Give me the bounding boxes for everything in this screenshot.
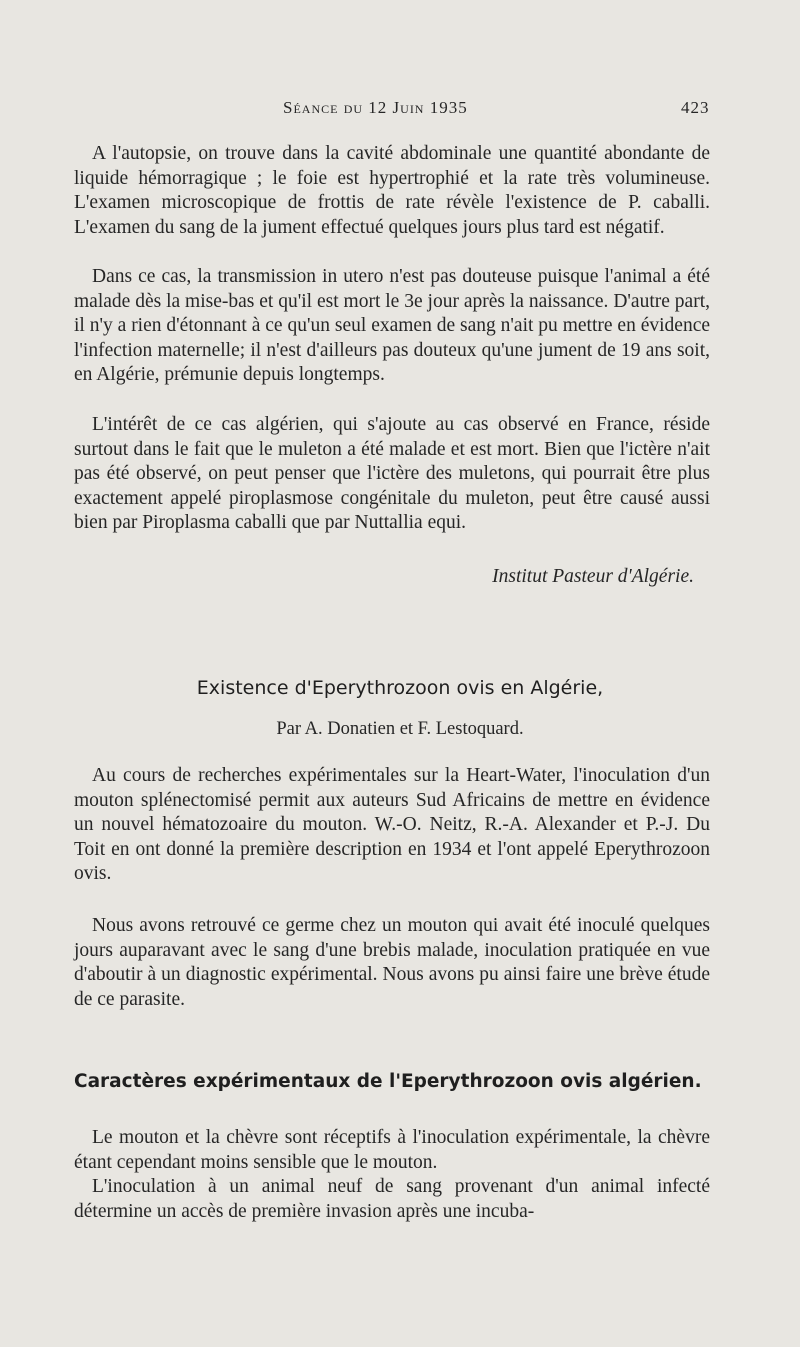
article-title: Existence d'Eperythrozoon ovis en Algérie, xyxy=(196,677,604,699)
running-header-title: Séance du 12 Juin 1935 xyxy=(283,98,468,117)
paragraph-retrouve: Nous avons retrouvé ce germe chez un mouton qui avait été inoculé quelques jours auparavant avec le sang d'une brebis malade, inoculation pratiquée en vue d'aboutir à un diagnostic expérimental. Nous avons pu ainsi faire une brève étude de ce parasite. xyxy=(74,915,710,1010)
section-heading: Caractères expérimentaux de l'Eperythrozoon ovis algérien. xyxy=(74,1071,702,1092)
article-byline: Par A. Donatien et F. Lestoquard. xyxy=(276,719,524,739)
page-number: 423 xyxy=(681,98,710,117)
paragraph-interest: L'intérêt de ce cas algérien, qui s'ajoute au cas observé en France, réside surtout dans le fait que le muleton a été malade et est mort. Bien que l'ictère n'ait pas été observé, on peut penser que l'ictère des muletons, qui pourrait être plus exactement appelé piroplasmose congénitale du muleton, peut être causé aussi bien par Piroplasma caballi que par Nuttallia equi. xyxy=(74,414,710,534)
paragraph-autopsy: A l'autopsie, on trouve dans la cavité abdominale une quantité abondante de liquide hémorragique ; le foie est hypertrophié et la rate très volumineuse. L'examen microscopique de frottis de rate révèle l'existence de P. caballi. L'examen du sang de la jument effectué quelques jours plus tard est négatif. xyxy=(74,143,710,238)
paragraph-transmission: Dans ce cas, la transmission in utero n'est pas douteuse puisque l'animal a été malade dès la mise-bas et qu'il est mort le 3e jour après la naissance. D'autre part, il n'y a rien d'étonnant à ce qu'un seul examen de sang n'ait pu mettre en évidence l'infection maternelle; il n'est d'ailleurs pas douteux qu'une jument de 19 ans soit, en Algérie, prémunie depuis longtemps. xyxy=(74,266,710,386)
signature-institution: Institut Pasteur d'Algérie. xyxy=(492,566,694,587)
paragraph-inoculation: L'inoculation à un animal neuf de sang provenant d'un animal infecté détermine un accès de première invasion après une incuba- xyxy=(74,1176,710,1222)
paragraph-heart-water: Au cours de recherches expérimentales sur la Heart-Water, l'inoculation d'un mouton splénectomisé permit aux auteurs Sud Africains de mettre en évidence un nouvel hématozoaire du mouton. W.-O. Neitz, R.-A. Alexander et P.-J. Du Toit en ont donné la première description en 1934 et l'ont appelé Eperythrozoon ovis. xyxy=(74,765,710,885)
paragraph-receptifs: Le mouton et la chèvre sont réceptifs à l'inoculation expérimentale, la chèvre étant cependant moins sensible que le mouton. xyxy=(74,1127,710,1173)
